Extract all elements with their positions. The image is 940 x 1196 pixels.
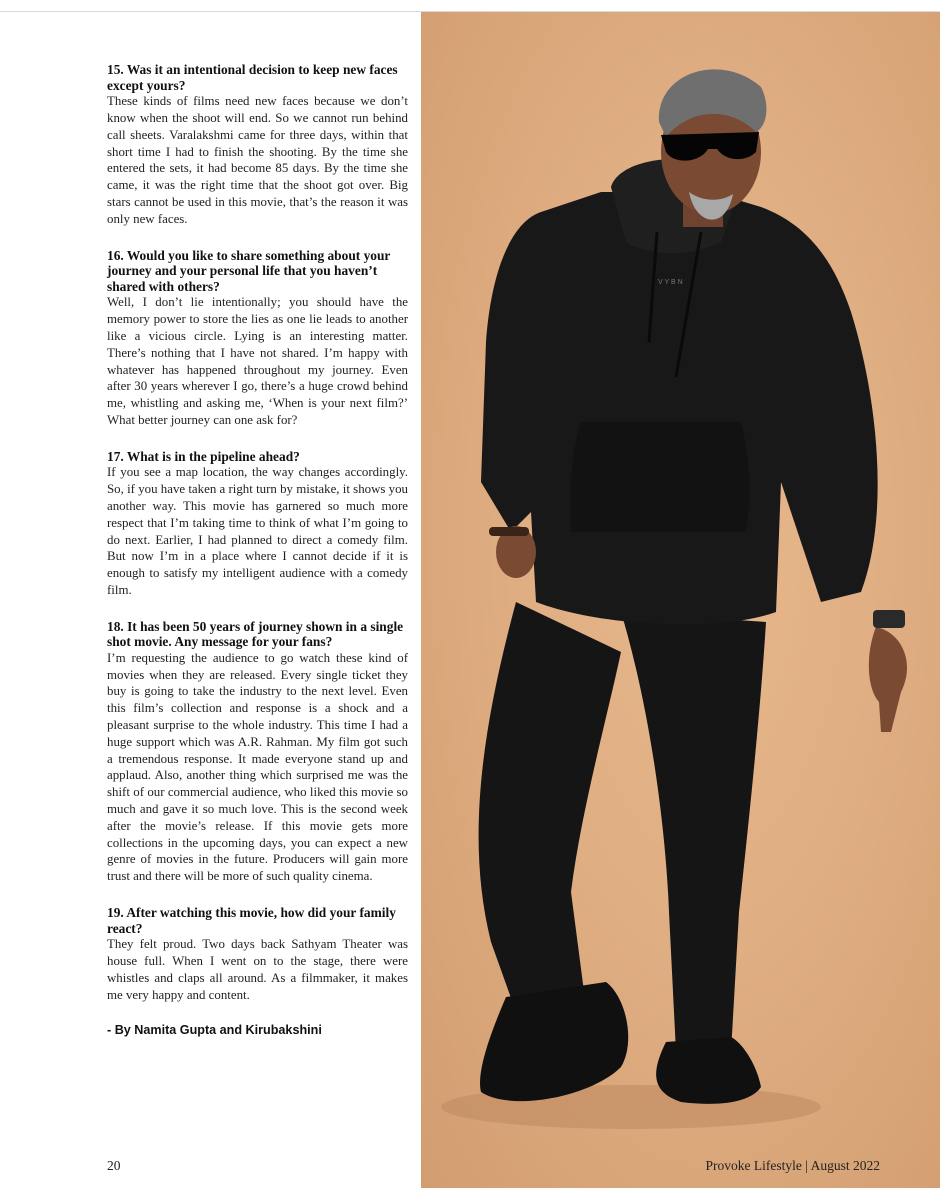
qa-block-19 (107, 905, 408, 1003)
answer-16: Well, I don’t lie intentionally; you should have the memory power to store the lies as one lie leads to another like a vicious circle. Lying is an interesting matter. There’s nothing that I have not shared. I’m happy with whatever has happened throughout my journey. Even after 30 years wherever I go, there’s a huge crowd behind me, whistling and asking me, ‘When is your next film?’ What better journey can one ask for? (107, 295, 408, 427)
left-shoe (480, 982, 628, 1101)
footer-publication (706, 1158, 880, 1174)
article-column (107, 62, 408, 1037)
wristwatch (873, 610, 905, 628)
right-leg (621, 612, 766, 1052)
qa-block-15 (107, 62, 408, 228)
answer-19: They felt proud. Two days back Sathyam Theater was house full. When I went on to the stage, there were whistles and claps all around. As a filmmaker, it makes me very happy and content. (107, 937, 408, 1002)
question-17: 17. What is in the pipeline ahead? (107, 448, 300, 464)
footer-separator: | (805, 1158, 808, 1173)
right-hand (869, 627, 907, 732)
qa-block-18 (107, 619, 408, 885)
publication-name: Provoke Lifestyle (705, 1158, 802, 1173)
question-15: 15. Was it an intentional decision to keep new faces except yours? (107, 62, 398, 93)
qa-block-16 (107, 248, 408, 429)
qa-block-17 (107, 449, 408, 599)
answer-15: These kinds of films need new faces because we don’t know when the shoot will end. So we cannot run behind call sheets. Varalakshmi came for three days, within that short time I had to finish the shooting. By the time she entered the sets, it had become 85 days. By the time she came, it was the right time that the shoot got over. Big stars cannot be used in this movie, that’s the reason it was only new faces. (107, 94, 408, 226)
question-16: 16. Would you like to share something about your journey and your personal life that you haven’t shared with others? (107, 247, 391, 294)
hoodie-pocket (570, 422, 749, 532)
byline: - By Namita Gupta and Kirubakshini (107, 1023, 322, 1038)
issue-date: August 2022 (810, 1158, 880, 1173)
answer-17: If you see a map location, the way changes accordingly. So, if you have taken a right turn by mistake, it shows you another way. This movie has garnered so much more respect that I’m taking time to think of what I’m going to do next. Earlier, I had planned to direct a comedy film. But now I’m in a place where I cannot decide if it is enough to satisfy my intelligent audience with a comedy film. (107, 465, 408, 597)
question-18: 18. It has been 50 years of journey shown in a single shot movie. Any message for your fans? (107, 618, 404, 650)
right-shoe (656, 1037, 761, 1104)
bracelet (489, 527, 529, 536)
portrait-photo (421, 12, 940, 1188)
hoodie-body (481, 192, 878, 624)
left-leg (479, 602, 621, 1012)
portrait-illustration (421, 12, 940, 1188)
hoodie-print: V Y B N (658, 279, 683, 286)
question-19: 19. After watching this movie, how did your family react? (107, 905, 396, 936)
answer-18: I’m requesting the audience to go watch these kind of movies when they are released. Every single ticket they buy is going to take the industry to the next level. Even this film’s collection and response is a shock and a pleasant surprise to the whole industry. This time I had a huge support which was A.R. Rahman. My film got such a tremendous response. It made everyone stand up and applaud. Also, another thing which surprised me was the shift of our commercial audience, who liked this movie so much and gave it so much love. This is the second week after the movie’s release. If this movie gets more collections in the upcoming days, you can expect a new genre of movies in the future. Producers will gain more trust and there will be more of such quality cinema. (107, 650, 408, 884)
page-number: 20 (107, 1158, 121, 1173)
